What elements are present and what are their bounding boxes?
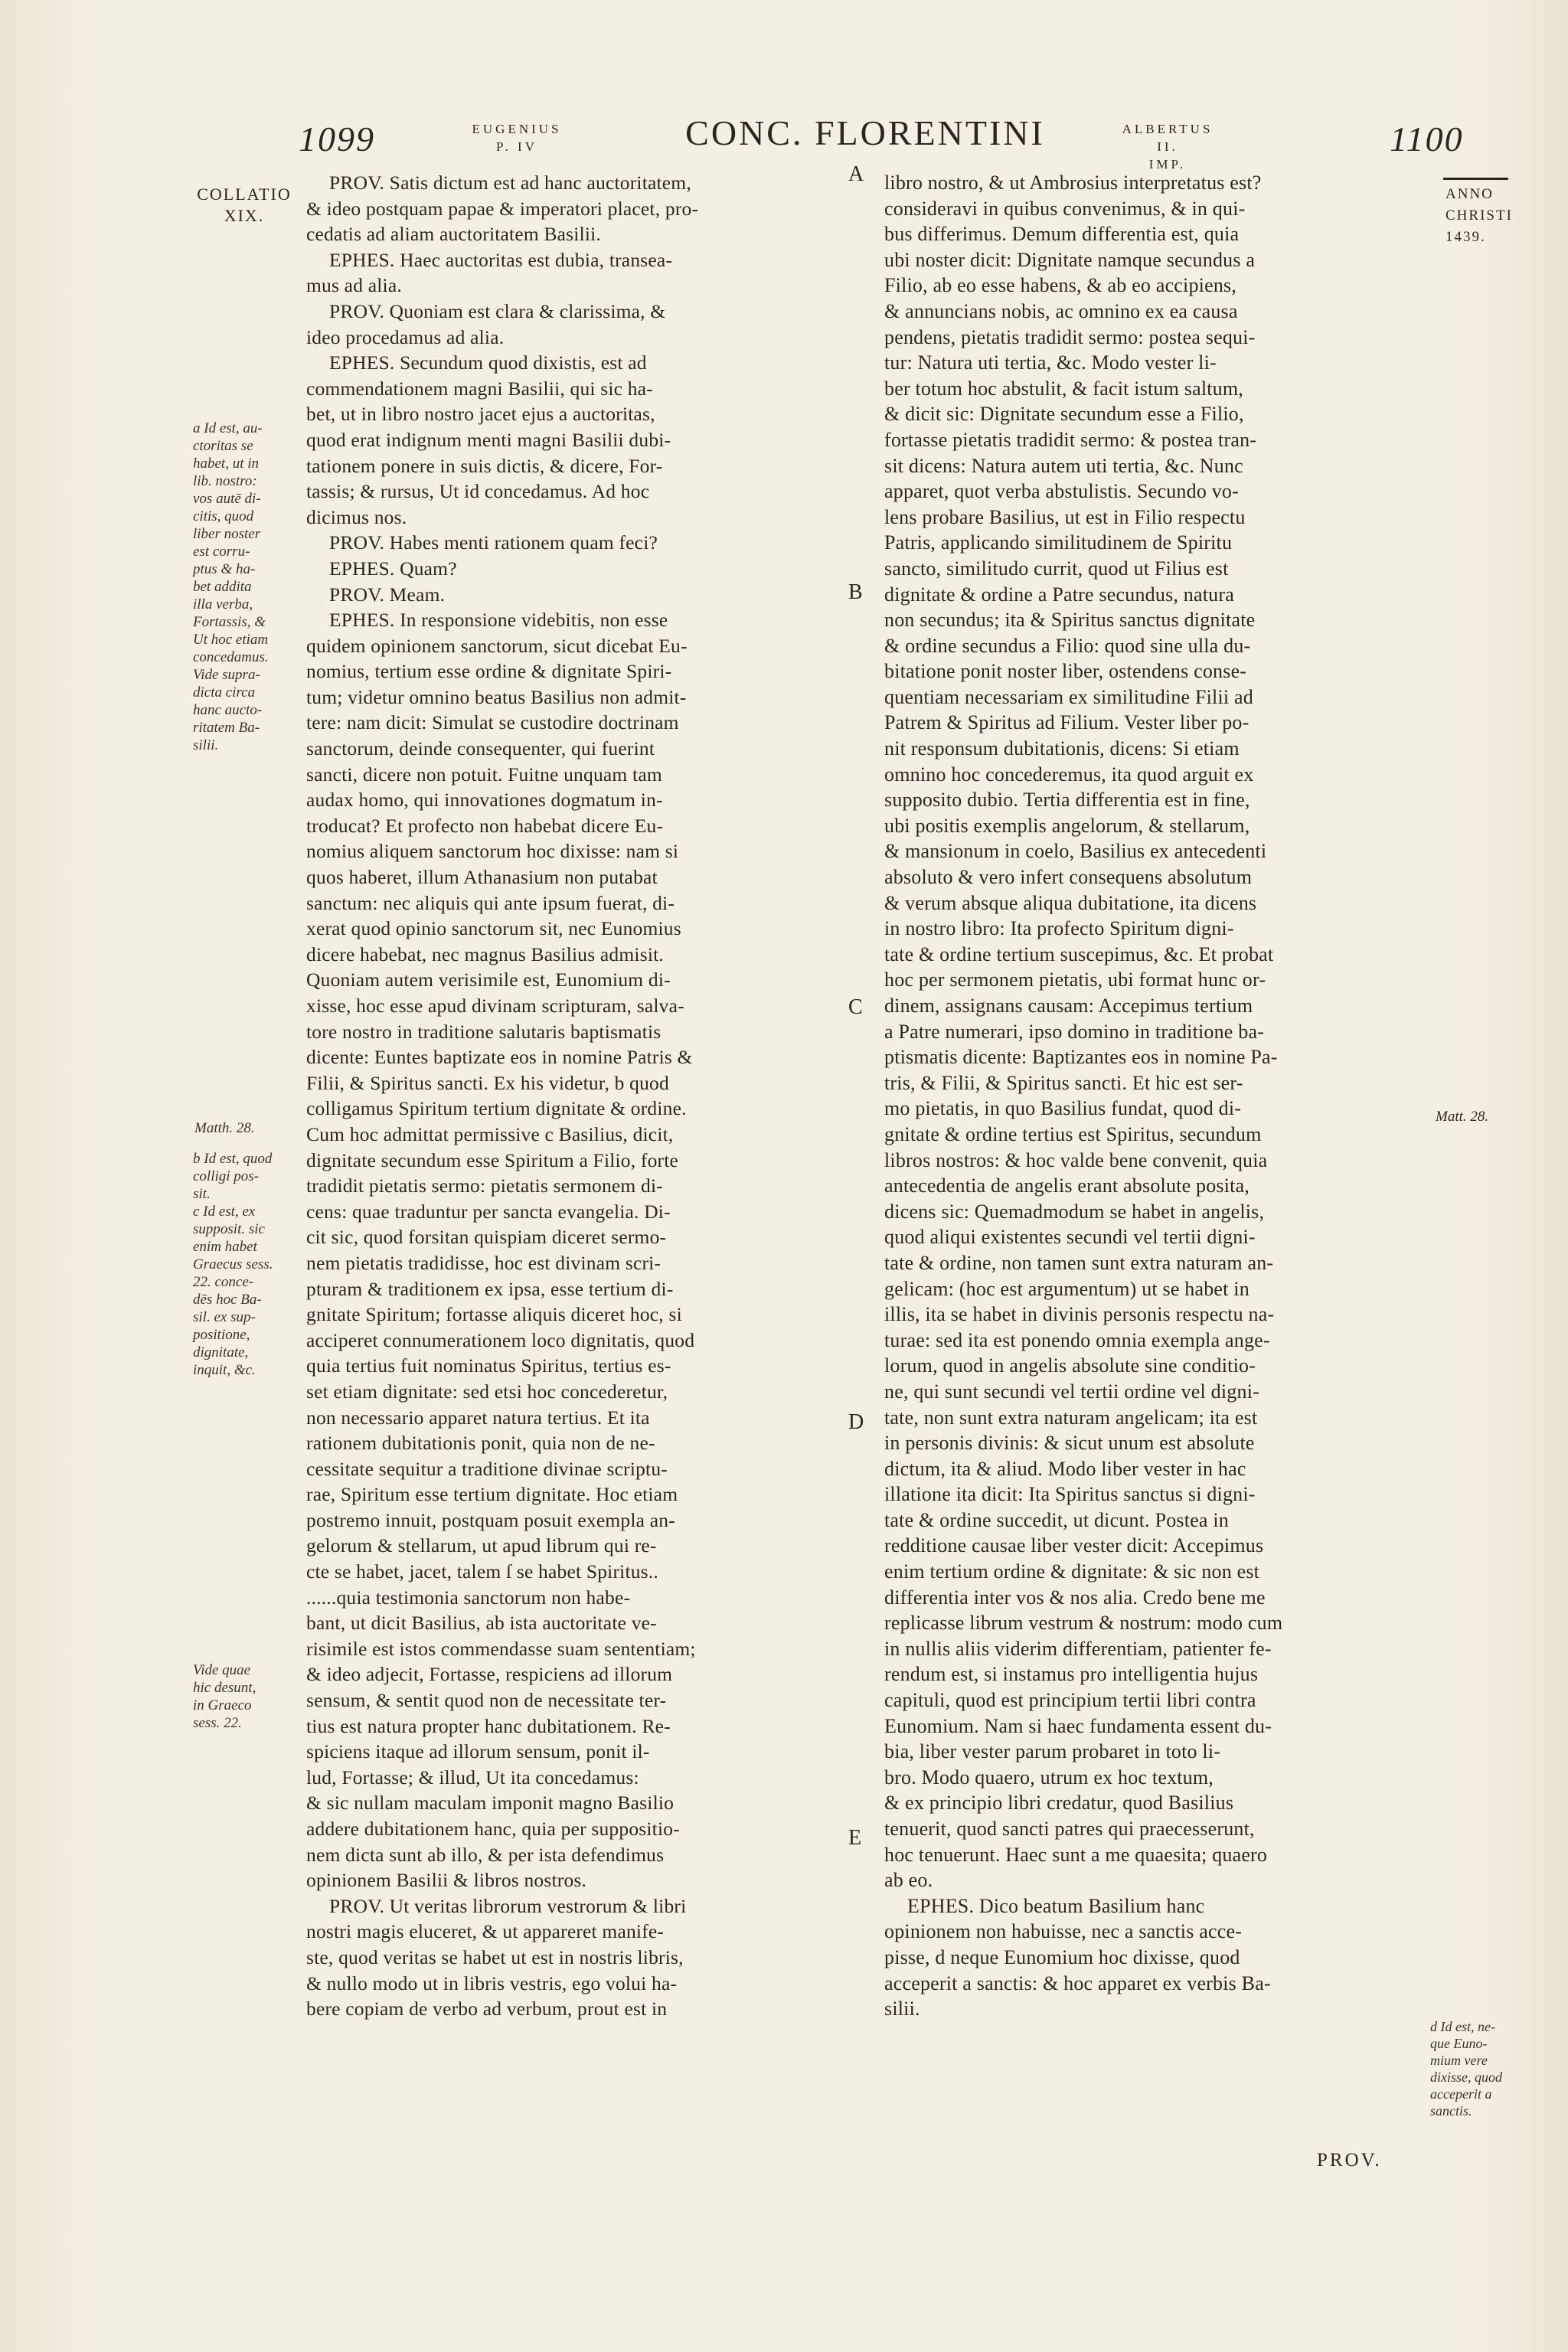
text-line: EPHES. Quam? — [329, 557, 457, 580]
text-line: Eunomium. Nam si haec fundamenta essent du- — [884, 1714, 1272, 1737]
text-line: bro. Modo quaero, utrum ex hoc textum, — [884, 1766, 1214, 1788]
text-line: opinionem Basilii & libros nostros. — [306, 1869, 587, 1892]
text-line: tenuerit, quod sancti patres qui praecesserunt, — [884, 1818, 1255, 1840]
text-line: in personis divinis: & sicut unum est absolute — [884, 1432, 1255, 1455]
text-line: gelorum & stellarum, ut apud librum qui re- — [306, 1534, 657, 1557]
text-line: pturam & traditionem ex ipsa, esse tertium di- — [306, 1277, 674, 1300]
text-line: & ideo adjecit, Fortasse, respiciens ad illorum — [306, 1663, 673, 1686]
text-line: Filii, & Spiritus sancti. Ex his videtur, b quod — [306, 1071, 669, 1094]
text-line: cedatis ad aliam auctoritatem Basilii. — [306, 223, 602, 246]
text-line: quia tertius fuit nominatus Spiritus, tertius es- — [306, 1354, 671, 1377]
margin-note-d: d Id est, ne- que Euno- mium vere dixisse, quod acceperit a sanctis. — [1430, 2019, 1502, 2118]
page-title: CONC. FLORENTINI — [685, 113, 1045, 152]
text-line: EPHES. Haec auctoritas est dubia, transea- — [329, 248, 673, 271]
text-line: apparet, quot verba abstulistis. Secundo vo- — [884, 480, 1239, 503]
text-line: dicimus nos. — [306, 505, 407, 528]
text-line: sit dicens: Natura autem uti tertia, &c. Nunc — [884, 454, 1243, 477]
text-line: quentiam necessariam ex similitudine Filii ad — [884, 685, 1253, 708]
text-line: capituli, quod est principium tertii libri contra — [884, 1689, 1256, 1712]
anno-rule — [1443, 178, 1508, 180]
text-line: in nullis aliis viderim differentiam, patienter fe- — [884, 1637, 1272, 1660]
emperor-heading: ALBERTUS II. IMP. — [1122, 122, 1214, 172]
text-line: a Patre numerari, ipso domino in traditione ba- — [884, 1020, 1265, 1043]
text-line: & ordine secundus a Filio: quod sine ulla du- — [884, 634, 1251, 657]
text-line: pendens, pietatis tradidit sermo: postea sequi- — [884, 325, 1256, 348]
text-line: turae: sed ita est ponendo omnia exempla ange- — [884, 1328, 1270, 1351]
text-line: silii. — [884, 1998, 920, 2020]
text-line: nit responsum dubitationis, dicens: Si etiam — [884, 737, 1240, 760]
text-line: PROV. Ut veritas librorum vestrorum & libri — [329, 1894, 687, 1917]
text-line: opinionem non habuisse, nec a sanctis acce- — [884, 1920, 1243, 1943]
text-line: quod aliqui existentes secundi vel tertii digni- — [884, 1226, 1256, 1249]
text-line: non necessario apparet natura tertius. Et ita — [306, 1406, 650, 1429]
text-line: absoluto & vero infert consequens absolutum — [884, 866, 1253, 889]
text-line: ......quia testimonia sanctorum non habe- — [306, 1586, 631, 1609]
section-letter-c: C — [848, 995, 863, 1019]
text-line: enim tertium ordine & dignitate: & sic non est — [884, 1560, 1260, 1583]
text-line: quidem opinionem sanctorum, sicut dicebat Eu- — [306, 634, 688, 657]
text-line: addere dubitationem hanc, quia per suppositio- — [306, 1818, 680, 1840]
text-line: mo pietatis, in quo Basilius fundat, quod di- — [884, 1097, 1242, 1120]
section-letter-e: E — [848, 1826, 862, 1850]
text-line: in nostro libro: Ita profecto Spiritum digni- — [884, 917, 1234, 940]
left-column — [306, 170, 842, 2022]
text-line: audax homo, qui innovationes dogmatum in- — [306, 789, 663, 812]
text-line: acciperet connumerationem loco dignitatis, quod — [306, 1328, 695, 1351]
text-line: tassis; & rursus, Ut id concedamus. Ad hoc — [306, 480, 650, 503]
text-line: supposito dubio. Tertia differentia est in fine, — [884, 789, 1250, 812]
anno-christi-note: ANNO CHRISTI 1439. — [1446, 186, 1513, 245]
text-line: ste, quod veritas se habet ut est in nostris libris, — [306, 1945, 684, 1968]
text-line: & annuncians nobis, ac omnino ex ea causa — [884, 299, 1238, 322]
text-line: & ideo postquam papae & imperatori placet, pro- — [306, 197, 699, 220]
text-line: rendum est, si instamus pro intelligentia hujus — [884, 1663, 1259, 1686]
text-line: cens: quae traduntur per sancta evangelia. Di- — [306, 1200, 671, 1223]
text-line: cte se habet, jacet, talem ſ se habet Spiritus.. — [306, 1560, 658, 1583]
text-line: spiciens itaque ad illorum sensum, ponit il- — [306, 1740, 650, 1763]
text-line: illatione ita dicit: Ita Spiritus sanctus si digni- — [884, 1483, 1256, 1506]
text-line: rae, Spiritum esse tertium dignitate. Hoc etiam — [306, 1483, 678, 1506]
text-line: bet, ut in libro nostro jacet ejus a auctoritas, — [306, 403, 655, 426]
text-line: lorum, quod in angelis absolute sine conditio- — [884, 1354, 1256, 1377]
text-line: colligamus Spiritum tertium dignitate & ordine. — [306, 1097, 687, 1120]
text-line: nomius, tertium esse ordine & dignitate Spiri- — [306, 660, 672, 683]
text-line: xerat quod opinio sanctorum sit, nec Eunomius — [306, 917, 681, 940]
text-line: set etiam dignitate: sed etsi hoc concederetur, — [306, 1380, 668, 1403]
text-line: ubi noster dicit: Dignitate namque secundus a — [884, 248, 1256, 271]
text-line: tationem ponere in suis dictis, & dicere, For- — [306, 454, 663, 477]
text-line: sanctum: nec aliquis qui ante ipsum fuerat, di- — [306, 891, 675, 914]
text-line: dinem, assignans causam: Accepimus tertium — [884, 995, 1253, 1017]
text-line: tore nostro in traditione salutaris baptismatis — [306, 1020, 662, 1043]
text-line: bia, liber vester parum probaret in toto li- — [884, 1740, 1221, 1763]
text-line: EPHES. In responsione videbitis, non esse — [329, 609, 668, 632]
text-line: & verum absque aliqua dubitatione, ita dicens — [884, 891, 1257, 914]
text-line: pisse, d neque Eunomium hoc dixisse, quod — [884, 1945, 1240, 1968]
text-line: quod erat indignum menti magni Basilii dubi- — [306, 428, 671, 451]
text-line: hoc tenuerunt. Haec sunt a me quaesita; quaero — [884, 1843, 1268, 1866]
text-line: differentia inter vos & nos alia. Credo bene me — [884, 1586, 1266, 1609]
text-line: nem dicta sunt ab illo, & per ista defendimus — [306, 1843, 665, 1866]
text-line: PROV. Meam. — [329, 583, 446, 606]
text-line: ne, qui sunt secundi vel tertii ordine vel digni- — [884, 1380, 1259, 1403]
text-line: antecedentia de angelis erant absolute posita, — [884, 1174, 1250, 1197]
text-line: bitatione ponit noster liber, ostendens conse- — [884, 660, 1247, 683]
text-line: PROV. Satis dictum est ad hanc auctoritatem, — [329, 172, 691, 194]
text-line: Cum hoc admittat permissive c Basilius, dicit, — [306, 1122, 674, 1145]
text-line: nem pietatis tradidisse, hoc est divinam scri- — [306, 1251, 662, 1274]
running-head — [0, 103, 1568, 172]
text-line: ideo procedamus ad alia. — [306, 325, 505, 348]
text-line: Quoniam autem verisimile est, Eunomium di- — [306, 969, 671, 991]
text-line: PROV. Quoniam est clara & clarissima, & — [329, 299, 666, 322]
text-line: sancti, dicere non potuit. Fuitne unquam tam — [306, 763, 662, 786]
text-line: dicente: Euntes baptizate eos in nomine Patris & — [306, 1046, 693, 1069]
text-line: quos haberet, illum Athanasium non putabat — [306, 866, 658, 889]
text-line: PROV. Habes menti rationem quam feci? — [329, 531, 658, 554]
text-line: & dicit sic: Dignitate secundum esse a Filio, — [884, 403, 1244, 426]
text-line: risimile est istos commendasse suam sententiam; — [306, 1637, 696, 1660]
text-line: replicasse librum vestrum & nostrum: modo cum — [884, 1612, 1283, 1635]
margin-note-matt-right: Matt. 28. — [1436, 1109, 1489, 1125]
text-line: sancto, similitudo currit, quod ut Filius est — [884, 557, 1229, 580]
collatio-note: COLLATIO XIX. — [197, 185, 292, 225]
text-line: Patrem & Spiritus ad Filium. Vester liber po- — [884, 711, 1250, 734]
text-line: dignitate secundum esse Spiritum a Filio, forte — [306, 1148, 679, 1171]
text-line: acceperit a sanctis: & hoc apparet ex verbis Ba- — [884, 1971, 1271, 1994]
text-line: tate & ordine succedit, ut dicunt. Postea in — [884, 1508, 1229, 1531]
text-line: redditione causae liber vester dicit: Accepimus — [884, 1534, 1264, 1557]
text-line: xisse, hoc esse apud divinam scripturam, salva- — [306, 995, 684, 1017]
text-line: lens probare Basilius, ut est in Filio respectu — [884, 505, 1246, 528]
text-line: non secundus; ita & Spiritus sanctus dignitate — [884, 609, 1256, 632]
page-number-left: 1099 — [299, 119, 375, 158]
text-line: consideravi in quibus convenimus, & in qui- — [884, 197, 1246, 220]
text-line: tradidit pietatis sermo: pietatis sermonem di- — [306, 1174, 663, 1197]
text-line: ab eo. — [884, 1869, 933, 1892]
text-line: nostri magis eluceret, & ut appareret manife- — [306, 1920, 665, 1943]
text-line: libro nostro, & ut Ambrosius interpretatus est? — [884, 172, 1262, 194]
text-line: bant, ut dicit Basilius, ab ista auctoritate ve- — [306, 1612, 657, 1635]
section-letter-b: B — [848, 580, 863, 604]
text-line: gnitate Spiritum; fortasse aliquis diceret hoc, si — [306, 1303, 682, 1326]
text-line: libros nostros: & hoc valde bene convenit, quia — [884, 1148, 1268, 1171]
text-line: Filio, ab eo esse habens, & ab eo accipiens, — [884, 274, 1237, 297]
text-line: omnino hoc concederemus, ita quod arguit ex — [884, 763, 1254, 786]
text-line: commendationem magni Basilii, qui sic ha- — [306, 377, 653, 400]
catchword: PROV. — [1317, 2150, 1382, 2171]
pope-heading: EUGENIUS P. IV — [472, 122, 562, 154]
text-line: tate & ordine, non tamen sunt extra naturam an- — [884, 1251, 1274, 1274]
text-line: dignitate & ordine a Patre secundus, natura — [884, 583, 1234, 606]
text-line: tate, non sunt extra naturam angelicam; ita est — [884, 1406, 1258, 1429]
right-column — [884, 170, 1436, 2022]
text-line: & mansionum in coelo, Basilius ex antecedenti — [884, 840, 1267, 863]
text-line: bus differimus. Demum differentia est, quia — [884, 223, 1240, 246]
text-line: tris, & Filii, & Spiritus sancti. Et hic est ser- — [884, 1071, 1243, 1094]
text-line: nomius aliquem sanctorum hoc dixisse: nam si — [306, 840, 679, 863]
text-line: gelicam: (hoc est argumentum) ut se habet in — [884, 1277, 1250, 1300]
text-line: lud, Fortasse; & illud, Ut ita concedamus: — [306, 1766, 639, 1788]
text-line: dicere habebat, nec magnus Basilius admisit. — [306, 942, 664, 965]
text-line: postremo innuit, postquam posuit exempla an- — [306, 1508, 675, 1531]
text-line: rationem dubitationis ponit, quia non de ne- — [306, 1432, 655, 1455]
text-line: ber totum hoc abstulit, & facit istum saltum, — [884, 377, 1243, 400]
page-number-right: 1100 — [1390, 119, 1464, 158]
text-line: & ex principio libri credatur, quod Basilius — [884, 1792, 1234, 1815]
text-line: dicens sic: Quemadmodum se habet in angelis, — [884, 1200, 1265, 1223]
text-line: troducat? Et profecto non habebat dicere Eu- — [306, 814, 664, 837]
text-line: mus ad alia. — [306, 274, 402, 297]
text-line: cessitate sequitur a traditione divinae scriptu- — [306, 1457, 668, 1480]
text-line: hoc per sermonem pietatis, ubi format hunc or- — [884, 969, 1266, 991]
section-letter-d: D — [848, 1410, 864, 1434]
text-line: & nullo modo ut in libris vestris, ego volui ha- — [306, 1971, 678, 1994]
text-line: sensum, & sentit quod non de necessitate ter- — [306, 1689, 667, 1712]
section-letter-a: A — [848, 162, 864, 186]
text-line: EPHES. Dico beatum Basilium hanc — [907, 1894, 1205, 1917]
text-line: & sic nullam maculam imponit magno Basilio — [306, 1792, 675, 1815]
text-line: ubi positis exemplis angelorum, & stellarum, — [884, 814, 1250, 837]
margin-note-bc: b Id est, quod colligi pos- sit. c Id est, ex supposit. sic enim habet Graecus sess. 22. conce- dēs hoc Ba- sil. ex sup- positione, dignitate, inquit, &c. — [193, 1151, 273, 1378]
text-line: illis, ita se habet in divinis personis respectu na- — [884, 1303, 1275, 1326]
text-line: tere: nam dicit: Simulat se custodire doctrinam — [306, 711, 679, 734]
text-line: ptismatis dicente: Baptizantes eos in nomine Pa- — [884, 1046, 1278, 1069]
text-line: dictum, ita & aliud. Modo liber vester in hac — [884, 1457, 1246, 1480]
text-line: EPHES. Secundum quod dixistis, est ad — [329, 351, 647, 374]
text-line: fortasse pietatis tradidit sermo: & postea tran- — [884, 428, 1257, 451]
text-line: bere copiam de verbo ad verbum, prout est in — [306, 1998, 668, 2020]
text-line: tius est natura propter hanc dubitationem. Re- — [306, 1714, 671, 1737]
text-line: tur: Natura uti tertia, &c. Modo vester li- — [884, 351, 1217, 374]
text-line: Patris, applicando similitudinem de Spiritu — [884, 531, 1233, 554]
margin-note-matth: Matth. 28. — [194, 1120, 255, 1136]
text-line: cit sic, quod forsitan quispiam diceret sermo- — [306, 1226, 667, 1249]
text-line: gnitate & ordine tertius est Spiritus, secundum — [884, 1122, 1262, 1145]
text-line: sanctorum, deinde consequenter, qui fuerint — [306, 737, 655, 760]
margin-note-vide: Vide quae hic desunt, in Graeco sess. 22. — [193, 1662, 256, 1731]
margin-note-a: a Id est, au- ctoritas se habet, ut in lib. nostro: vos autē di- citis, quod liber noster est corru- ptus & ha- bet addita illa verba, Fortassis, & Ut hoc etiam concedamus. Vide supra- dicta circa hanc aucto- ritatem Ba- silii. — [193, 420, 269, 753]
text-line: tum; videtur omnino beatus Basilius non admit- — [306, 685, 687, 708]
text-line: tate & ordine tertium suscepimus, &c. Et probat — [884, 942, 1274, 965]
